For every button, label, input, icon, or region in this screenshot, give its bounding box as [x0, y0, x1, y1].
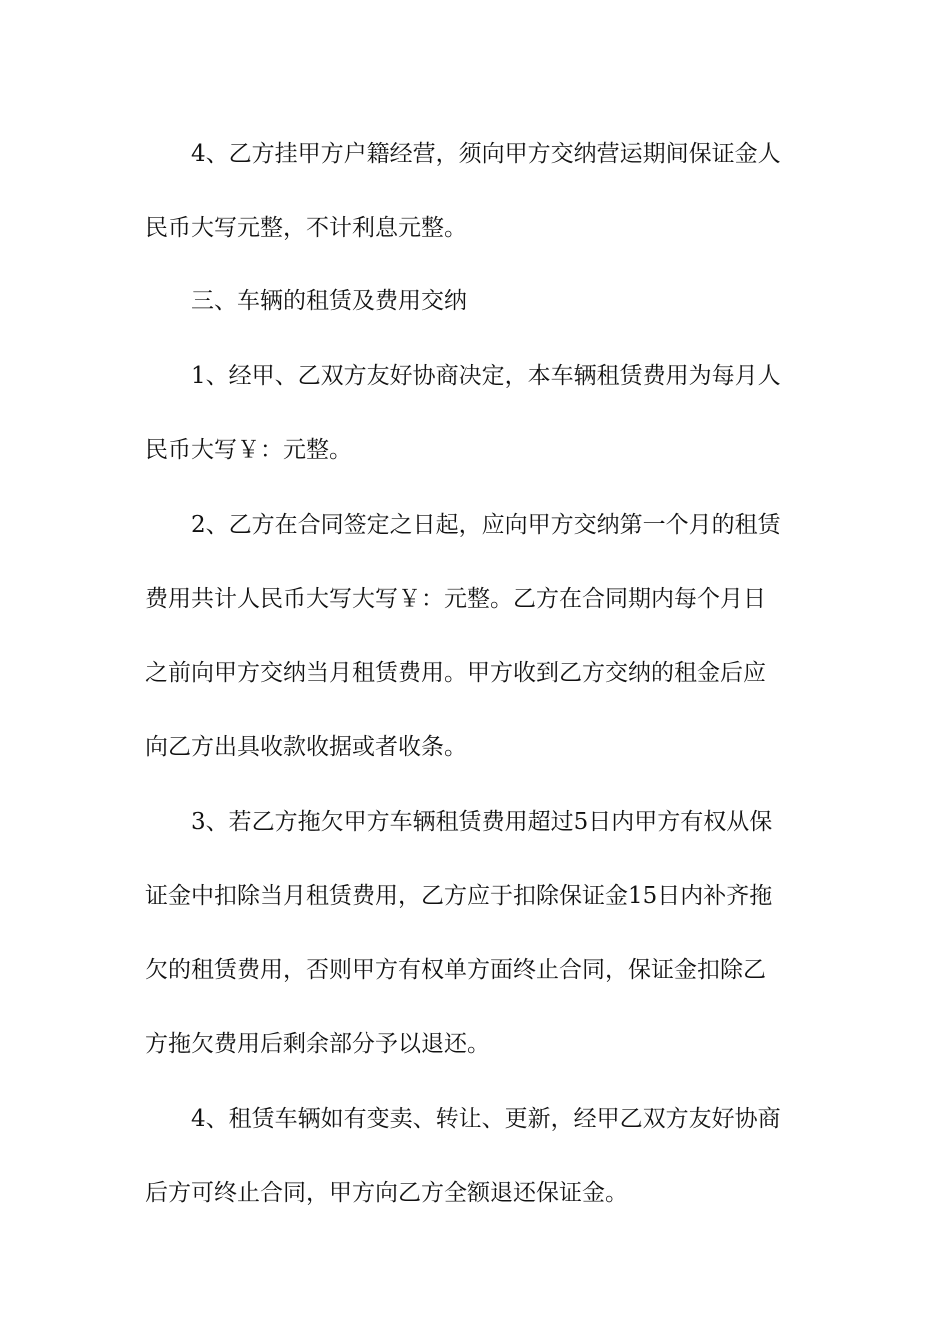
paragraph-1-rent-line-1: 1、经甲、乙双方友好协商决定，本车辆租赁费用为每月人: [191, 363, 781, 389]
paragraph-3-arrears-line-1: 3、若乙方拖欠甲方车辆租赁费用超过5日内甲方有权从保: [191, 809, 773, 835]
paragraph-2-payment-line-1: 2、乙方在合同签定之日起，应向甲方交纳第一个月的租赁: [191, 512, 781, 538]
paragraph-2-payment-line-2: 费用共计人民币大写大写￥：元整。乙方在合同期内每个月日: [145, 586, 766, 612]
paragraph-3-arrears-line-4: 方拖欠费用后剩余部分予以退还。: [145, 1031, 490, 1057]
paragraph-3-arrears-line-3: 欠的租赁费用，否则甲方有权单方面终止合同，保证金扣除乙: [145, 957, 766, 983]
paragraph-4-transfer-line-1: 4、租赁车辆如有变卖、转让、更新，经甲乙双方友好协商: [191, 1106, 781, 1132]
paragraph-2-payment-line-4: 向乙方出具收款收据或者收条。: [145, 734, 467, 760]
paragraph-1-rent-line-2: 民币大写￥：元整。: [145, 437, 352, 463]
section-3-heading: 三、车辆的租赁及费用交纳: [191, 288, 467, 314]
paragraph-3-arrears-line-2: 证金中扣除当月租赁费用，乙方应于扣除保证金15日内补齐拖: [145, 883, 773, 909]
paragraph-4-deposit-line-2: 民币大写元整，不计利息元整。: [145, 215, 467, 241]
paragraph-4-transfer-line-2: 后方可终止合同，甲方向乙方全额退还保证金。: [145, 1180, 628, 1206]
paragraph-2-payment-line-3: 之前向甲方交纳当月租赁费用。甲方收到乙方交纳的租金后应: [145, 660, 766, 686]
paragraph-4-deposit-line-1: 4、乙方挂甲方户籍经营，须向甲方交纳营运期间保证金人: [191, 141, 781, 167]
